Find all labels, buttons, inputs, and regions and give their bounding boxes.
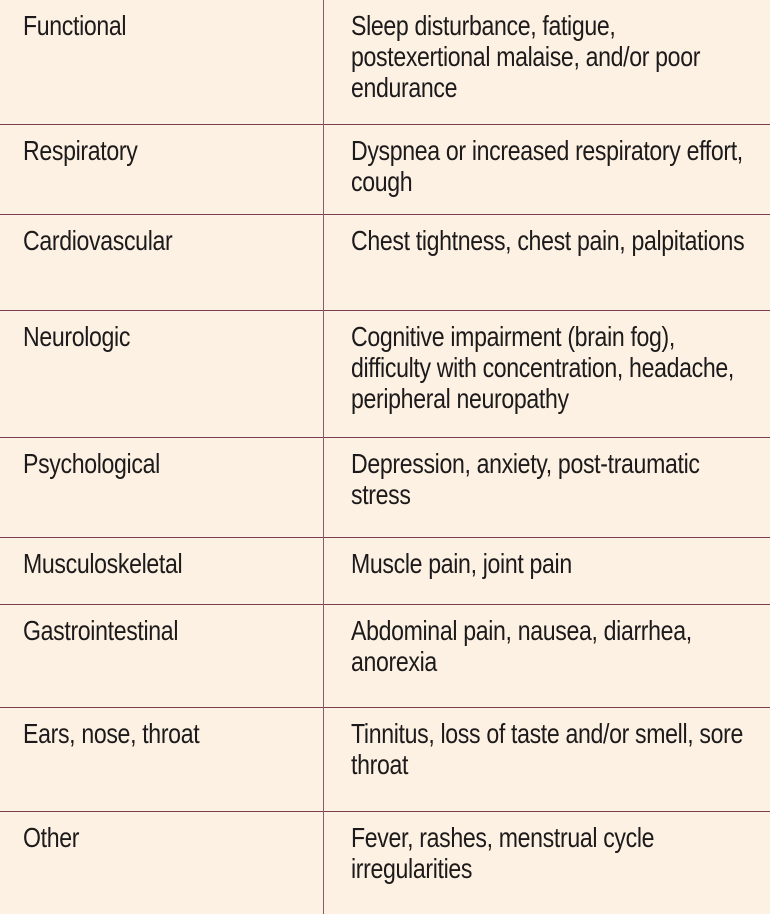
table-row [0,707,770,811]
table-row [0,537,770,604]
symptoms-cell [323,707,770,811]
symptoms-text: Fever, rashes, menstrual cycle irregularities [350,821,654,884]
category-label: Ears, nose, throat [23,717,200,749]
symptoms-cell [323,310,770,437]
symptoms-cell [323,214,770,310]
category-label: Psychological [23,447,160,479]
category-label: Neurologic [23,320,131,352]
category-cell [0,537,323,604]
category-label: Respiratory [23,134,138,166]
category-label: Cardiovascular [23,224,173,256]
category-label: Other [23,821,80,853]
symptoms-cell [323,811,770,914]
symptoms-text: Depression, anxiety, post-traumatic stress [350,447,700,510]
table-row [0,811,770,914]
symptoms-cell [323,604,770,707]
category-cell [0,707,323,811]
category-cell [0,0,323,124]
category-cell [0,310,323,437]
symptoms-text: Sleep disturbance, fatigue, postexertional malaise, and/or poor endurance [350,10,700,103]
category-cell [0,124,323,214]
symptoms-text: Tinnitus, loss of taste and/or smell, sore throat [350,717,743,780]
symptoms-cell [323,537,770,604]
category-cell [0,437,323,537]
category-label: Functional [23,10,127,41]
category-label: Gastrointestinal [23,614,179,646]
symptoms-text: Dyspnea or increased respiratory effort, cough [350,134,743,197]
table-row [0,437,770,537]
table-row [0,0,770,124]
symptoms-text: Cognitive impairment (brain fog), difficulty with concentration, headache, peripheral neuropathy [350,320,734,414]
category-label: Musculoskeletal [23,547,183,579]
category-cell [0,811,323,914]
table-row [0,214,770,310]
symptoms-cell [323,437,770,537]
table-row [0,310,770,437]
symptoms-cell [323,0,770,124]
table-row [0,124,770,214]
table-row [0,604,770,707]
category-cell [0,604,323,707]
symptoms-text: Muscle pain, joint pain [350,547,572,579]
symptoms-text: Abdominal pain, nausea, diarrhea, anorexia [350,614,692,677]
symptoms-text: Chest tightness, chest pain, palpitations [350,224,744,256]
category-cell [0,214,323,310]
symptoms-cell [323,124,770,214]
